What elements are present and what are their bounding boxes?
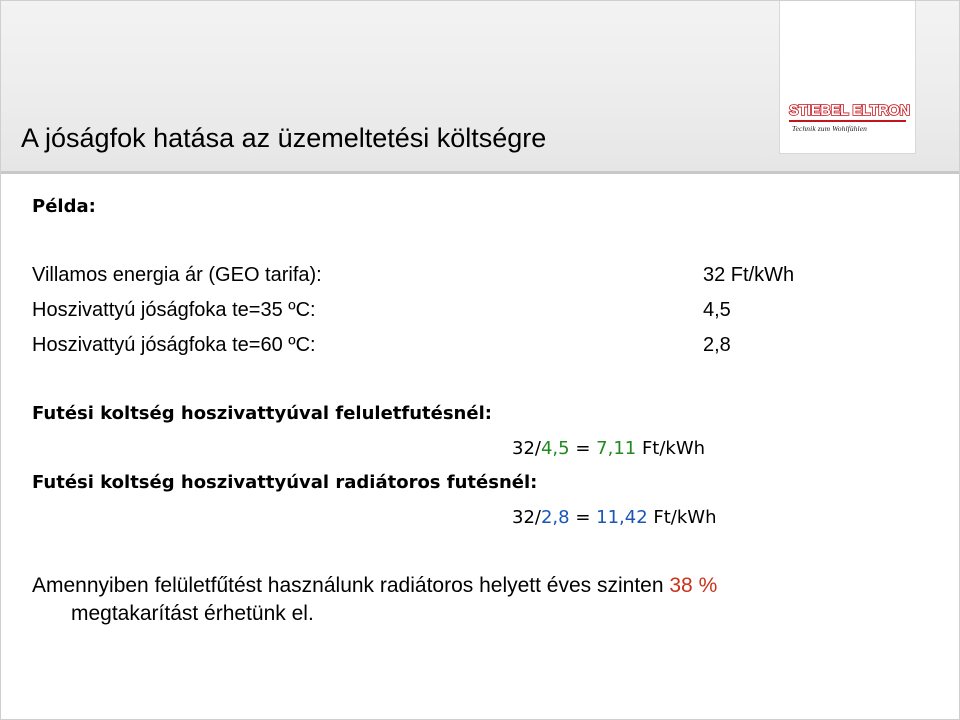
calc-floor-result: 7,11 xyxy=(596,438,637,459)
header-divider xyxy=(1,171,959,174)
summary-line-2: megtakarítást érhetünk el. xyxy=(71,602,314,625)
logo-brand-text: STIEBEL ELTRON xyxy=(789,103,910,119)
calc-floor-equals: = xyxy=(569,438,597,459)
calc-radiator-prefix: 32/ xyxy=(512,507,541,528)
calc-floor-formula xyxy=(512,437,705,461)
calc-floor-heading: Futési koltség hoszivattyúval feluletfutésnél: xyxy=(32,403,492,424)
calc-radiator-heading: Futési koltség hoszivattyúval radiátoros futésnél: xyxy=(32,472,538,493)
summary-line-1 xyxy=(32,574,717,598)
logo-rule xyxy=(789,120,906,122)
param-value-price: 32 Ft/kWh xyxy=(703,264,795,286)
calc-floor-divisor: 4,5 xyxy=(540,438,570,459)
calc-floor-unit: Ft/kWh xyxy=(636,438,706,459)
company-logo xyxy=(779,1,916,154)
calc-radiator-unit: Ft/kWh xyxy=(647,507,717,528)
param-value-cop60: 2,8 xyxy=(703,334,731,356)
summary-text: Amennyiben felületfűtést használunk radiátoros helyett éves szinten xyxy=(32,574,670,597)
calc-radiator-equals: = xyxy=(569,507,597,528)
calc-radiator-result: 11,42 xyxy=(596,507,648,528)
param-label-cop35: Hoszivattyú jóságfoka te=35 ºC: xyxy=(32,299,316,321)
example-label: Példa: xyxy=(32,196,96,217)
calc-floor-prefix: 32/ xyxy=(512,438,541,459)
param-value-cop35: 4,5 xyxy=(703,299,731,321)
page-title: A jóságfok hatása az üzemeltetési költségre xyxy=(21,123,547,153)
logo-tagline: Technik zum Wohlfühlen xyxy=(792,124,867,133)
calc-radiator-formula xyxy=(512,506,717,530)
savings-percent: 38 % xyxy=(669,574,718,597)
calc-radiator-divisor: 2,8 xyxy=(540,507,570,528)
param-label-price: Villamos energia ár (GEO tarifa): xyxy=(32,264,322,286)
param-label-cop60: Hoszivattyú jóságfoka te=60 ºC: xyxy=(32,334,316,356)
